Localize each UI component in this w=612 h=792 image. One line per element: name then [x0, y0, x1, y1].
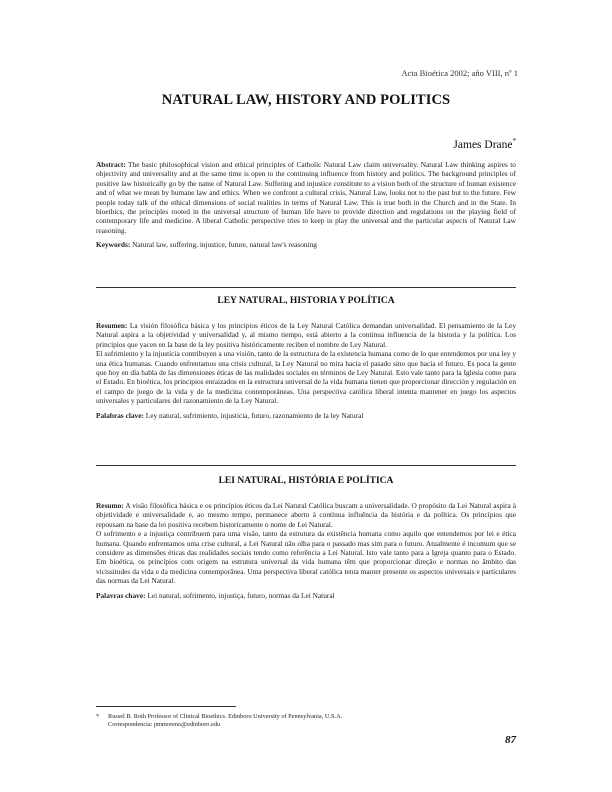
spanish-abstract	[96, 321, 516, 420]
author	[453, 137, 516, 151]
palavras-chave-text: Lei natural, sofrimento, injustiça, futuro, normas da Lei Natural	[147, 590, 335, 600]
footnote-mark: *	[96, 713, 100, 720]
author-name: James Drane	[453, 138, 513, 151]
article-title: NATURAL LAW, HISTORY AND POLITICS	[161, 92, 451, 108]
english-abstract	[96, 160, 516, 250]
resumen-label: Resumen:	[96, 321, 128, 330]
abstract-label: Abstract:	[96, 160, 126, 169]
abstract-text: The basic philosophical vision and ethical principles of Catholic Natural Law claim universality. Natural Law thinking aspires to objectivity and universality and at the same time is open to the continuing influence from history and politics. The background principles of positive law historically go by the name of Natural Law. Suffering and injustice constitute to a vision both of the structure of human existence and of what we mean by humane law and ethics. When we confront a cultural crisis, Natural Law, looks not to the past but to the future. Few people today talk of the ethical dimensions of social realities in terms of Natural Law. This is true both in the Church and in the State. In bioethics, the principles rooted in the universal structure of human life have to provide direction and regulations on the playing field of contemporary life and medicine. A liberal Catholic perspective tries to keep in play the universal and the particular aspects of Natural Law reasoning.	[96, 160, 516, 235]
footnote-correspondence: Correspondencia: pmmoreno@edinboro.edu	[108, 721, 221, 729]
resumo-text-1: A visão filosófica básica e os princípios éticos da Lei Natural Católica buscam a universalidade. O propósito da Lei Natural aspira à objetividade e universalidade e, ao mesmo tempo, permanece aberto à contínua influência da história e da política. Os princípios que repousam na base da lei positiva recebem historicamente o nome de Lei Natural.	[96, 501, 516, 529]
footnote	[96, 713, 516, 730]
resumen-text-1: La visión filosófica básica y los principios éticos de la Ley Natural Católica demandan universalidad. El pensamiento de la Ley Natural aspira a la objetividad y universalidad y, al mismo tiempo, está abierto a la continua influencia de la historia y la política. Los principios que yacen en la base de la ley positiva históricamente reciben el nombre de Ley Natural.	[96, 321, 516, 349]
resumo-label: Resumo:	[96, 501, 124, 510]
page-number: 87	[505, 734, 516, 746]
resumo-text-2: O sofrimento e a injustiça contribuem para uma visão, tanto da estrutura da existência humana como aquilo que entendemos por lei e ética humana. Quando enfrentamos uma crise cultural, a Lei Natural não olha para o passado mas sim para o futuro. Atualmente é incomum que se considere as dimensões éticas das realidades sociais tendo como referência a Lei Natural. Isto vale tanto para a Igreja quanto para o Estado. Em bioética, os princípios com origem na estrutura universal da vida humana têm que proporcionar direção e normas no âmbito das vicissitudes da vida e da medicina contemporânea. Uma perspectiva liberal católica tenta manter presente os aspectos universais e particulares das normas da Lei Natural.	[96, 529, 516, 586]
footnote-affiliation: Russel B. Roth Professor of Clinical Bioethics. Edinboro University of Pennsylvania, U.S.A.	[108, 713, 343, 720]
section-divider	[96, 465, 516, 466]
running-head: Acta Bioética 2002; año VIII, nº 1	[401, 68, 518, 78]
resumen-text-2: El sufrimiento y la injusticia contribuyen a una visión, tanto de la estructura de la existencia humana como de lo que entendemos por una ley y una ética humanas. Cuando enfrentamos una crisis cultural, la Ley Natural no mira hacia el pasado sino que hacia el futuro. Es poca la gente que hoy en día habla de las dimensiones éticas de las realidades sociales en términos de Ley Natural. Esto vale tanto para la Iglesia como para el Estado. En bioética, los principios enraizados en la estructura universal de la vida humana tienen que proporcionar dirección y regulación en el campo de juego de la vida y de la medicina contemporáneas. Una perspectiva católica liberal intenta mantener en juego los aspectos universales y particulares del razonamiento de la Ley Natural.	[96, 349, 516, 406]
palabras-clave-text: Ley natural, sufrimiento, injusticia, futuro, razonamiento de la ley Natural	[145, 410, 364, 420]
portuguese-section-title: LEI NATURAL, HISTÓRIA E POLÍTICA	[218, 476, 394, 486]
keywords-label: Keywords:	[96, 240, 131, 250]
section-divider	[96, 287, 516, 288]
portuguese-abstract	[96, 501, 516, 600]
palavras-chave-label: Palavras chave:	[96, 590, 146, 600]
footnote-divider	[96, 706, 236, 707]
palabras-clave-label: Palabras clave:	[96, 410, 144, 420]
author-footnote-mark: *	[512, 137, 516, 145]
keywords-text: Natural law, suffering, injustice, future, natural law's reasoning	[132, 240, 317, 250]
spanish-section-title: LEY NATURAL, HISTORIA Y POLÍTICA	[217, 296, 395, 306]
